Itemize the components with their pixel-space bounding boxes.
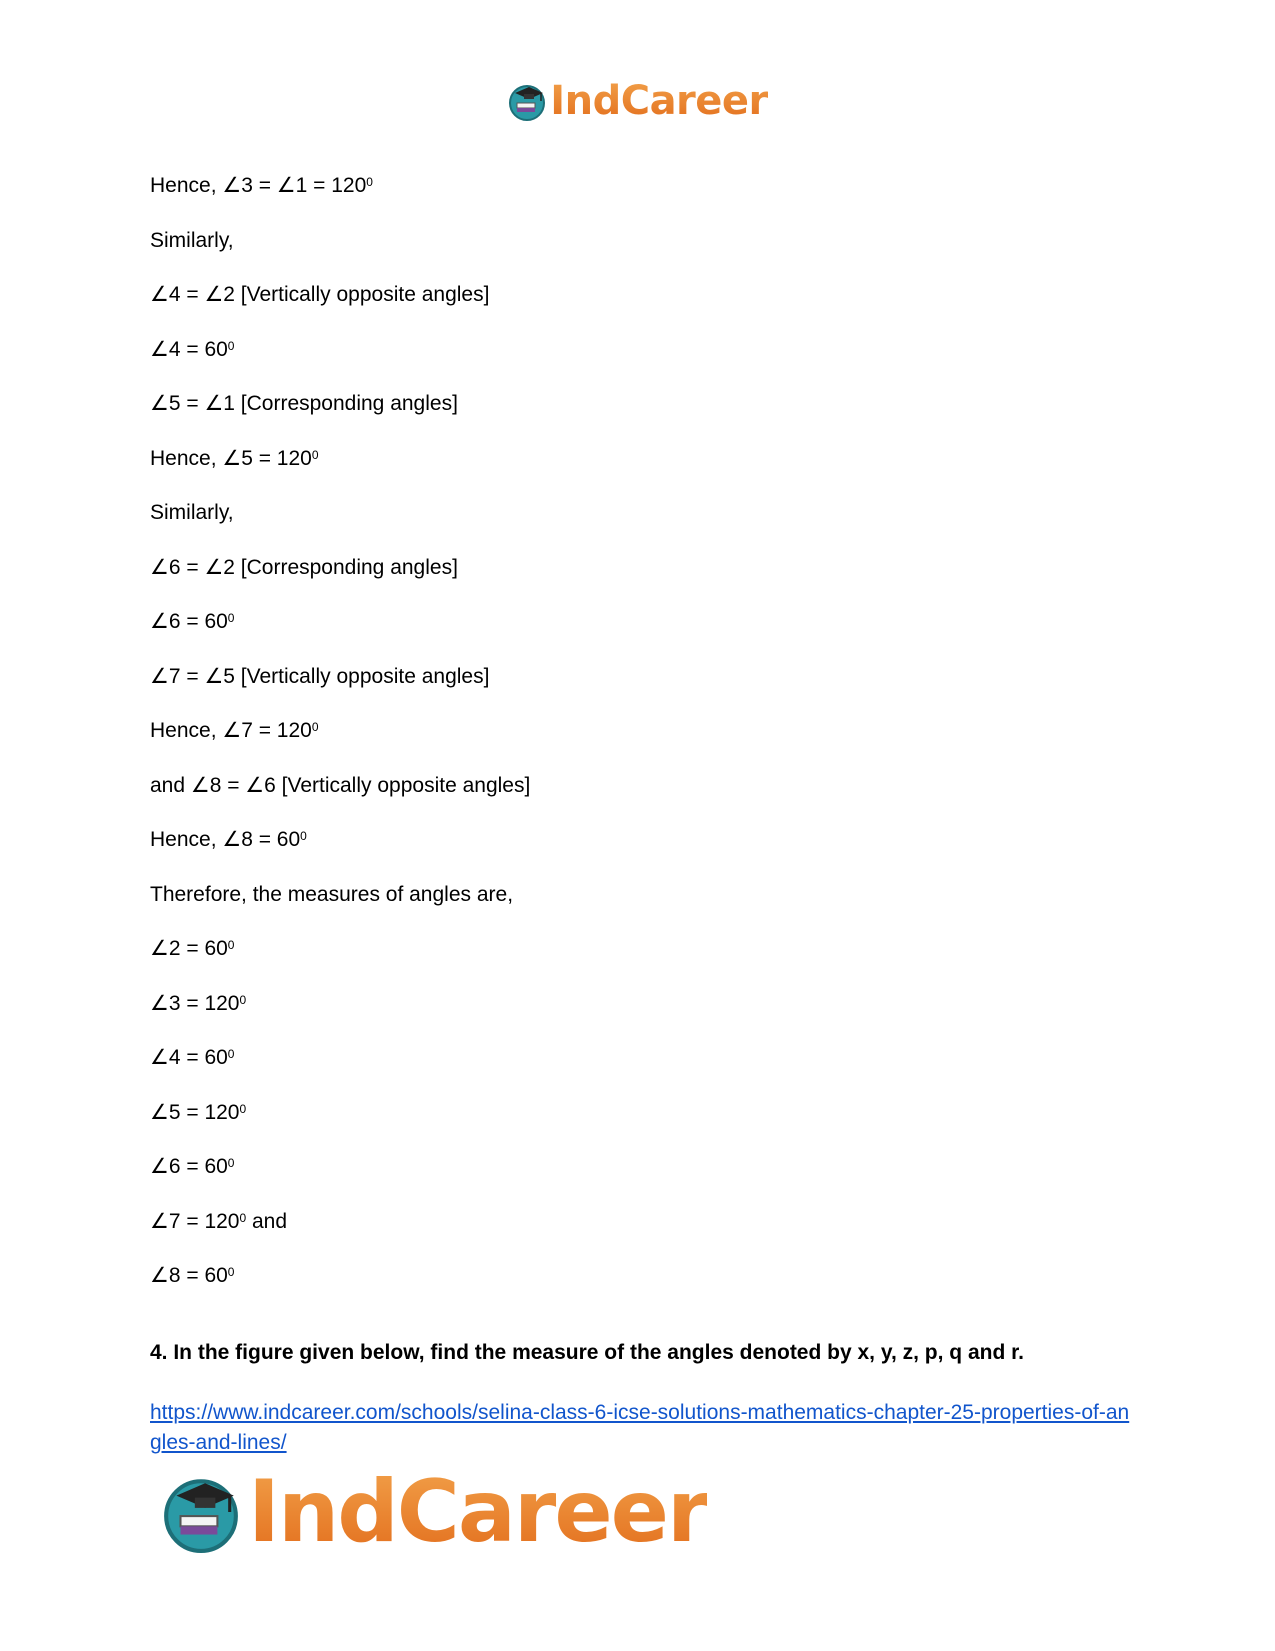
indcareer-logo-large <box>160 1462 707 1562</box>
solution-line <box>150 664 1150 690</box>
degree-superscript: 0 <box>366 175 373 189</box>
line-text: ∠4 = 60 <box>150 1046 228 1069</box>
degree-superscript: 0 <box>311 720 319 734</box>
footer-logo <box>160 1462 707 1562</box>
degree-superscript: 0 <box>239 1102 247 1116</box>
line-text: Similarly, <box>150 229 234 252</box>
solution-line <box>150 609 1150 635</box>
line-text: ∠7 = 120 <box>150 1210 240 1233</box>
line-text: Similarly, <box>150 501 234 524</box>
solution-line <box>150 882 1150 908</box>
solution-line <box>150 936 1150 962</box>
line-suffix: and <box>246 1210 288 1233</box>
line-text: ∠6 = 60 <box>150 610 228 633</box>
header-logo <box>0 78 1275 124</box>
solution-line <box>150 446 1150 472</box>
solution-line <box>150 1263 1150 1289</box>
degree-superscript: 0 <box>239 993 247 1007</box>
line-text: ∠4 = ∠2 [Vertically opposite angles] <box>150 283 490 306</box>
brand-name: IndCareer <box>550 78 768 124</box>
globe-graduation-cap-icon <box>160 1471 242 1553</box>
line-text: ∠6 = 60 <box>150 1155 228 1178</box>
question-4: 4. In the figure given below, find the measure of the angles denoted by x, y, z, p, q and r. <box>150 1341 1024 1364</box>
line-text: Therefore, the measures of angles are, <box>150 883 514 906</box>
line-text: ∠3 = 120 <box>150 992 240 1015</box>
degree-superscript: 0 <box>311 448 319 462</box>
solution-line <box>150 773 1150 799</box>
solution-line <box>150 1045 1150 1071</box>
degree-superscript: 0 <box>227 1156 235 1170</box>
brand-name: IndCareer <box>248 1462 708 1562</box>
line-text: ∠6 = ∠2 [Corresponding angles] <box>150 556 458 579</box>
globe-graduation-cap-icon <box>507 81 547 121</box>
line-text: ∠5 = 120 <box>150 1101 240 1124</box>
solution-line <box>150 500 1150 526</box>
line-text: ∠8 = 60 <box>150 1264 228 1287</box>
line-text: Hence, ∠8 = 60 <box>150 828 301 851</box>
solution-line <box>150 1209 1150 1235</box>
solution-body <box>150 173 1150 1318</box>
solution-line <box>150 173 1150 199</box>
solution-line <box>150 1154 1150 1180</box>
degree-superscript: 0 <box>239 1211 247 1225</box>
line-text: Hence, ∠5 = 120 <box>150 447 312 470</box>
solution-line <box>150 337 1150 363</box>
source-link[interactable]: https://www.indcareer.com/schools/selina-class-6-icse-solutions-mathematics-chapter-25-properties-of-angles-and-lines/ <box>150 1401 1130 1454</box>
solution-line <box>150 718 1150 744</box>
line-text: ∠2 = 60 <box>150 937 228 960</box>
degree-superscript: 0 <box>227 611 235 625</box>
line-text: and ∠8 = ∠6 [Vertically opposite angles] <box>150 774 531 797</box>
line-text: Hence, ∠7 = 120 <box>150 719 312 742</box>
line-text: Hence, ∠3 = ∠1 = 120 <box>150 174 367 197</box>
solution-line <box>150 282 1150 308</box>
solution-line <box>150 555 1150 581</box>
degree-superscript: 0 <box>227 1047 235 1061</box>
degree-superscript: 0 <box>227 339 235 353</box>
degree-superscript: 0 <box>300 829 307 843</box>
line-text: ∠7 = ∠5 [Vertically opposite angles] <box>150 665 490 688</box>
indcareer-logo <box>507 78 768 124</box>
solution-line <box>150 991 1150 1017</box>
degree-superscript: 0 <box>227 938 235 952</box>
solution-line <box>150 827 1150 853</box>
line-text: ∠5 = ∠1 [Corresponding angles] <box>150 392 458 415</box>
solution-line <box>150 1100 1150 1126</box>
degree-superscript: 0 <box>227 1265 235 1279</box>
solution-line <box>150 391 1150 417</box>
line-text: ∠4 = 60 <box>150 338 228 361</box>
solution-line <box>150 228 1150 254</box>
